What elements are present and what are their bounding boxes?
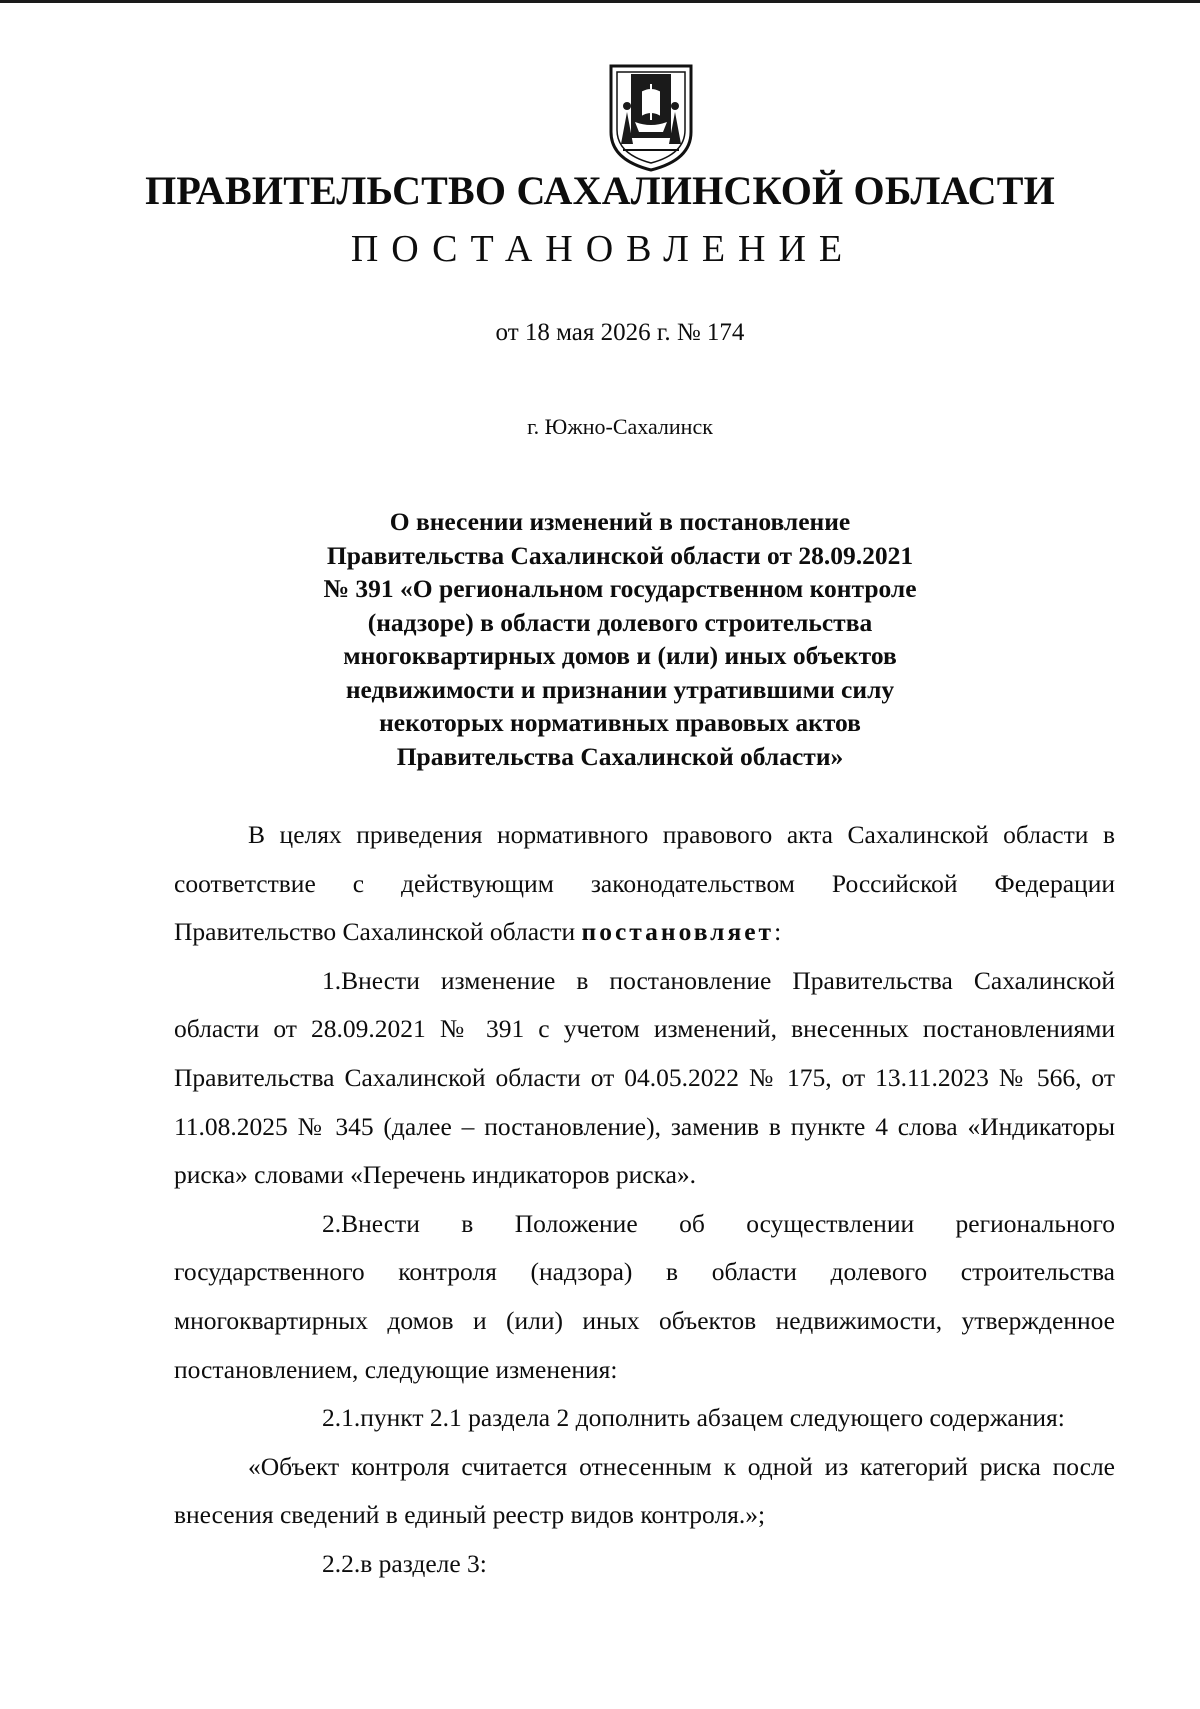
item-number: 2.1.: [322, 1403, 361, 1433]
subject-line: недвижимости и признании утратившими силу: [345, 674, 895, 704]
item-text: Внести в Положение об осуществлении регионального государственного контроля (надзора) в области долевого строительства многоквартирных домов и (или) иных объектов недвижимости, утвержденное постановлением, следующие изменения:: [174, 1208, 1115, 1384]
coat-of-arms-icon: [601, 62, 701, 174]
government-name: ПРАВИТЕЛЬСТВО САХАЛИНСКОЙ ОБЛАСТИ: [145, 168, 1055, 213]
document-subject: [0, 505, 1200, 773]
subject-line: Правительства Сахалинской области от 28.09.2021: [326, 540, 914, 570]
document-type: ПОСТАНОВЛЕНИЕ: [350, 228, 856, 270]
item-text: Внести изменение в постановление Правительства Сахалинской области от 28.09.2021 № 391 с учетом изменений, внесенных постановлениями Правительства Сахалинской области от 04.05.2022 № 175, от 13.11.2023 № 566, от 11.08.2025 № 345 (далее – постановление), заменив в пункте 4 слова «Индикаторы риска» словами «Перечень индикаторов риска».: [174, 965, 1115, 1190]
subject-line: многоквартирных домов и (или) иных объектов: [343, 641, 897, 670]
subject-line: О внесении изменений в постановление: [389, 507, 851, 536]
item-1-paragraph: [174, 957, 1115, 1200]
item-text: в разделе 3:: [360, 1548, 487, 1578]
item-2-2-paragraph: [174, 1540, 1115, 1589]
item-text: пункт 2.1 раздела 2 дополнить абзацем следующего содержания:: [360, 1403, 1065, 1433]
item-number: 2.: [322, 1208, 342, 1238]
item-number: 1.: [322, 965, 342, 995]
quoted-paragraph: «Объект контроля считается отнесенным к одной из категорий риска после внесения сведений в единый реестр видов контроля.»;: [174, 1451, 1115, 1530]
date-and-number: от 18 мая 2026 г. № 174: [495, 319, 745, 346]
scan-top-edge: [0, 0, 1200, 3]
preamble-paragraph: [174, 811, 1115, 957]
preamble-end: :: [774, 917, 782, 947]
city: г. Южно-Сахалинск: [527, 414, 713, 439]
subject-line: (надзоре) в области долевого строительства: [367, 607, 873, 637]
subject-line: некоторых нормативных правовых актов: [379, 708, 861, 737]
subject-line: № 391 «О региональном государственном контроле: [323, 574, 917, 603]
document-body: [174, 811, 1115, 1589]
item-2-1-paragraph: [174, 1394, 1115, 1443]
subject-line: Правительства Сахалинской области»: [396, 741, 844, 771]
item-number: 2.2.: [322, 1548, 361, 1578]
item-2-paragraph: [174, 1200, 1115, 1394]
preamble-text: В целях приведения нормативного правового акта Сахалинской области в соответствие с действующим законодательством Российской Федерации Правительство Сахалинской области: [174, 820, 1115, 947]
resolves-keyword: постановляет: [581, 917, 775, 947]
